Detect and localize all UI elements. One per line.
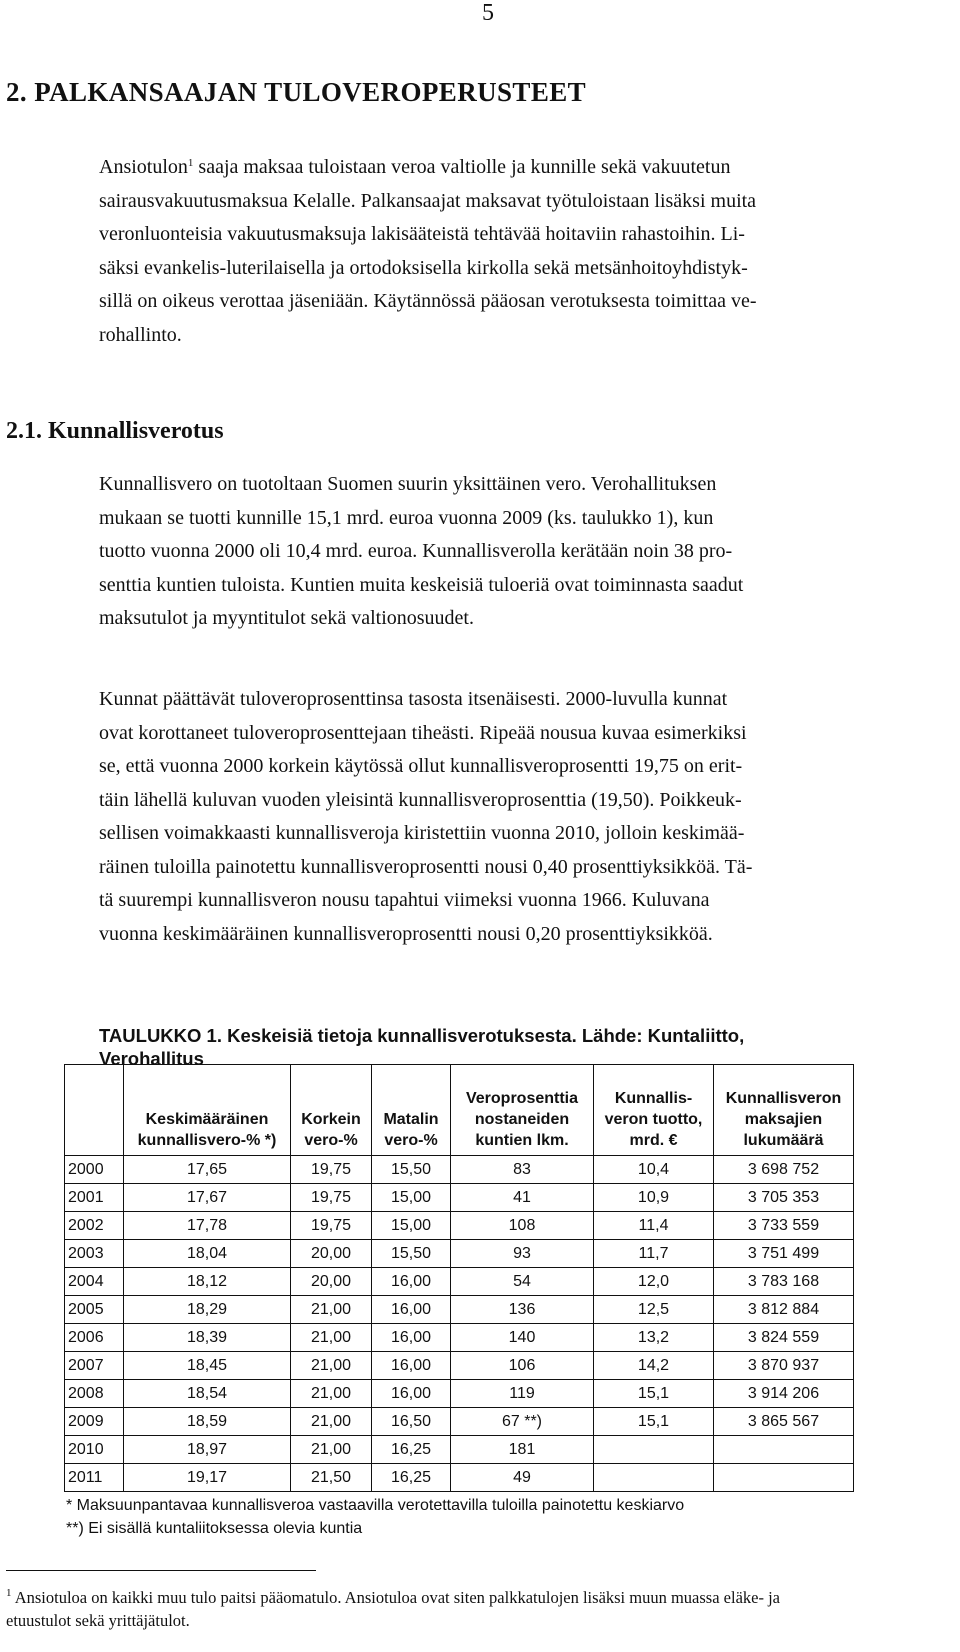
column-header-line: Kunnallis- bbox=[614, 1090, 693, 1107]
column-header-lowest-rate bbox=[372, 1065, 451, 1156]
cell-year: 2011 bbox=[65, 1464, 124, 1492]
paragraph-line: veronluonteisia vakuutusmaksuja lakisääteistä tehtävää hoitaviin rahastoihin. Li- bbox=[99, 223, 745, 245]
paragraph-line: senttia kuntien tuloista. Kuntien muita keskeisiä tuloeriä ovat toiminnasta saadut bbox=[99, 573, 744, 596]
table-header-row bbox=[65, 1065, 854, 1156]
cell-highest-rate: 19,75 bbox=[291, 1156, 372, 1184]
cell-tax-revenue: 15,1 bbox=[594, 1380, 714, 1408]
cell-tax-revenue: 11,7 bbox=[594, 1240, 714, 1268]
paragraph-line: Kunnat päättävät tuloveroprosenttinsa tasosta itsenäisesti. 2000-luvulla kunnat bbox=[99, 688, 728, 710]
chapter-heading: 2. PALKANSAAJAN TULOVEROPERUSTEET bbox=[6, 77, 587, 107]
cell-average-rate: 17,65 bbox=[124, 1156, 291, 1184]
cell-tax-revenue: 12,0 bbox=[594, 1268, 714, 1296]
cell-year: 2007 bbox=[65, 1352, 124, 1380]
cell-lowest-rate: 16,00 bbox=[372, 1324, 451, 1352]
cell-tax-revenue bbox=[594, 1436, 714, 1464]
cell-taxpayer-count: 3 865 567 bbox=[714, 1408, 854, 1436]
cell-average-rate: 18,59 bbox=[124, 1408, 291, 1436]
paragraph-line: säksi evankelis-luterilaisella ja ortodoksisella kirkolla sekä metsänhoitoyhdistyk- bbox=[99, 256, 748, 279]
cell-lowest-rate: 16,00 bbox=[372, 1352, 451, 1380]
cell-highest-rate: 21,50 bbox=[291, 1464, 372, 1492]
column-header-line: mrd. € bbox=[629, 1132, 678, 1149]
cell-year: 2006 bbox=[65, 1324, 124, 1352]
cell-average-rate: 18,12 bbox=[124, 1268, 291, 1296]
cell-taxpayer-count: 3 914 206 bbox=[714, 1380, 854, 1408]
cell-municipalities-raised: 49 bbox=[451, 1464, 594, 1492]
tax-rate-paragraph bbox=[99, 683, 914, 951]
cell-lowest-rate: 16,50 bbox=[372, 1408, 451, 1436]
column-header-line: nostaneiden bbox=[474, 1111, 570, 1128]
cell-highest-rate: 21,00 bbox=[291, 1436, 372, 1464]
footnote-line bbox=[6, 1586, 911, 1609]
column-header-line: Matalin bbox=[383, 1111, 439, 1128]
cell-average-rate: 17,78 bbox=[124, 1212, 291, 1240]
column-header-line: kunnallisvero-% *) bbox=[137, 1132, 277, 1149]
footnote-divider bbox=[6, 1570, 316, 1571]
cell-municipalities-raised: 41 bbox=[451, 1184, 594, 1212]
column-header-line: Keskimääräinen bbox=[145, 1111, 269, 1128]
column-header-line: Veroprosenttia bbox=[465, 1090, 579, 1107]
table-note-weighted-average: * Maksuunpantavaa kunnallisveroa vastaavilla verotettavilla tuloilla painotettu keskiarvo bbox=[66, 1497, 685, 1514]
intro-paragraph bbox=[99, 151, 914, 352]
paragraph-line: täin lähellä kuluvan vuoden yleisintä kunnallisveroprosenttia (19,50). Poikkeuk- bbox=[99, 788, 742, 811]
cell-average-rate: 18,54 bbox=[124, 1380, 291, 1408]
paragraph-line: vuonna keskimääräinen kunnallisveroprosentti nousi 0,20 prosenttiyksikköä. bbox=[99, 922, 713, 945]
cell-highest-rate: 20,00 bbox=[291, 1240, 372, 1268]
table-row bbox=[65, 1352, 854, 1380]
column-header-line: vero-% bbox=[304, 1132, 358, 1149]
cell-lowest-rate: 16,25 bbox=[372, 1464, 451, 1492]
cell-lowest-rate: 16,00 bbox=[372, 1380, 451, 1408]
municipal-tax-table bbox=[64, 1064, 854, 1492]
cell-tax-revenue: 13,2 bbox=[594, 1324, 714, 1352]
table-body bbox=[65, 1156, 854, 1492]
cell-average-rate: 18,04 bbox=[124, 1240, 291, 1268]
paragraph-line: sillä on oikeus verottaa jäseniään. Käytännössä pääosan verotuksesta toimittaa ve- bbox=[99, 290, 757, 312]
cell-highest-rate: 19,75 bbox=[291, 1184, 372, 1212]
cell-year: 2001 bbox=[65, 1184, 124, 1212]
cell-taxpayer-count bbox=[714, 1436, 854, 1464]
table-row bbox=[65, 1184, 854, 1212]
paragraph-line: tuotto vuonna 2000 oli 10,4 mrd. euroa. Kunnallisverolla kerätään noin 38 pro- bbox=[99, 540, 733, 562]
paragraph-line: mukaan se tuotti kunnille 15,1 mrd. euroa vuonna 2009 (ks. taulukko 1), kun bbox=[99, 506, 714, 529]
footnote-reference[interactable]: 1 bbox=[187, 157, 194, 169]
cell-taxpayer-count: 3 812 884 bbox=[714, 1296, 854, 1324]
column-header-highest-rate bbox=[291, 1065, 372, 1156]
cell-municipalities-raised: 93 bbox=[451, 1240, 594, 1268]
cell-taxpayer-count bbox=[714, 1464, 854, 1492]
cell-tax-revenue: 15,1 bbox=[594, 1408, 714, 1436]
cell-year: 2010 bbox=[65, 1436, 124, 1464]
cell-municipalities-raised: 106 bbox=[451, 1352, 594, 1380]
cell-tax-revenue: 14,2 bbox=[594, 1352, 714, 1380]
cell-taxpayer-count: 3 698 752 bbox=[714, 1156, 854, 1184]
cell-year: 2002 bbox=[65, 1212, 124, 1240]
column-header-municipalities-raised bbox=[451, 1065, 594, 1156]
cell-highest-rate: 19,75 bbox=[291, 1212, 372, 1240]
cell-taxpayer-count: 3 870 937 bbox=[714, 1352, 854, 1380]
footnote-text: Ansiotuloa on kaikki muu tulo paitsi pääomatulo. Ansiotuloa ovat siten palkkatulojen lisäksi muun muassa eläke- ja bbox=[11, 1588, 781, 1607]
cell-municipalities-raised: 140 bbox=[451, 1324, 594, 1352]
cell-lowest-rate: 16,00 bbox=[372, 1296, 451, 1324]
cell-tax-revenue: 12,5 bbox=[594, 1296, 714, 1324]
cell-average-rate: 18,39 bbox=[124, 1324, 291, 1352]
column-header-line: Kunnallisveron bbox=[725, 1090, 842, 1107]
table-row bbox=[65, 1436, 854, 1464]
paragraph-line: sellisen voimakkaasti kunnallisveroja kiristettiin vuonna 2010, jolloin keskimää- bbox=[99, 822, 745, 844]
table-row bbox=[65, 1324, 854, 1352]
cell-tax-revenue: 10,9 bbox=[594, 1184, 714, 1212]
cell-year: 2000 bbox=[65, 1156, 124, 1184]
cell-taxpayer-count: 3 733 559 bbox=[714, 1212, 854, 1240]
cell-year: 2004 bbox=[65, 1268, 124, 1296]
paragraph-line: rohallinto. bbox=[99, 323, 182, 346]
cell-lowest-rate: 15,00 bbox=[372, 1212, 451, 1240]
cell-municipalities-raised: 108 bbox=[451, 1212, 594, 1240]
footnote-line: etuustulot sekä yrittäjätulot. bbox=[6, 1611, 190, 1630]
municipal-tax-paragraph bbox=[99, 468, 914, 636]
table-row bbox=[65, 1156, 854, 1184]
cell-taxpayer-count: 3 751 499 bbox=[714, 1240, 854, 1268]
cell-highest-rate: 20,00 bbox=[291, 1268, 372, 1296]
cell-average-rate: 18,45 bbox=[124, 1352, 291, 1380]
cell-highest-rate: 21,00 bbox=[291, 1408, 372, 1436]
table-row bbox=[65, 1212, 854, 1240]
paragraph-text: Ansiotulon bbox=[99, 156, 188, 178]
table-row bbox=[65, 1464, 854, 1492]
cell-highest-rate: 21,00 bbox=[291, 1296, 372, 1324]
table-row bbox=[65, 1240, 854, 1268]
column-header-average-rate bbox=[124, 1065, 291, 1156]
column-header-line: vero-% bbox=[384, 1132, 438, 1149]
paragraph-line: maksutulot ja myyntitulot sekä valtionosuudet. bbox=[99, 607, 474, 629]
column-header-line: Korkein bbox=[301, 1111, 361, 1128]
column-header-line: kuntien lkm. bbox=[475, 1132, 569, 1149]
paragraph-text: saaja maksaa tuloistaan veroa valtiolle ja kunnille sekä vakuutetun bbox=[193, 156, 731, 178]
cell-year: 2003 bbox=[65, 1240, 124, 1268]
page-number: 5 bbox=[482, 0, 494, 26]
column-header-tax-revenue bbox=[594, 1065, 714, 1156]
cell-year: 2008 bbox=[65, 1380, 124, 1408]
cell-municipalities-raised: 67 **) bbox=[451, 1408, 594, 1436]
table-row bbox=[65, 1268, 854, 1296]
column-header-line: veron tuotto, bbox=[604, 1111, 703, 1128]
cell-municipalities-raised: 83 bbox=[451, 1156, 594, 1184]
cell-taxpayer-count: 3 705 353 bbox=[714, 1184, 854, 1212]
cell-lowest-rate: 16,00 bbox=[372, 1268, 451, 1296]
cell-year: 2009 bbox=[65, 1408, 124, 1436]
cell-lowest-rate: 15,00 bbox=[372, 1184, 451, 1212]
paragraph-line: Kunnallisvero on tuotoltaan Suomen suurin yksittäinen vero. Verohallituksen bbox=[99, 473, 717, 495]
column-header-taxpayer-count bbox=[714, 1065, 854, 1156]
cell-lowest-rate: 15,50 bbox=[372, 1156, 451, 1184]
cell-municipalities-raised: 54 bbox=[451, 1268, 594, 1296]
cell-tax-revenue: 11,4 bbox=[594, 1212, 714, 1240]
table-row bbox=[65, 1380, 854, 1408]
table-row bbox=[65, 1408, 854, 1436]
footnote bbox=[6, 1586, 911, 1632]
section-heading: 2.1. Kunnallisverotus bbox=[6, 418, 224, 444]
column-header-line: maksajien bbox=[744, 1111, 823, 1128]
cell-taxpayer-count: 3 824 559 bbox=[714, 1324, 854, 1352]
paragraph-line: sairausvakuutusmaksua Kelalle. Palkansaajat maksavat työtuloistaan lisäksi muita bbox=[99, 189, 757, 212]
column-header-year bbox=[65, 1065, 124, 1156]
cell-average-rate: 17,67 bbox=[124, 1184, 291, 1212]
table-caption-line: TAULUKKO 1. Keskeisiä tietoja kunnallisverotuksesta. Lähde: Kuntaliitto, bbox=[99, 1025, 745, 1046]
paragraph-line: tä suurempi kunnallisveron nousu tapahtui viimeksi vuonna 1966. Kuluvana bbox=[99, 889, 710, 911]
cell-average-rate: 18,29 bbox=[124, 1296, 291, 1324]
cell-lowest-rate: 16,25 bbox=[372, 1436, 451, 1464]
table-note-mergers: **) Ei sisällä kuntaliitoksessa olevia kuntia bbox=[66, 1520, 363, 1537]
cell-municipalities-raised: 181 bbox=[451, 1436, 594, 1464]
cell-tax-revenue bbox=[594, 1464, 714, 1492]
table-caption-line: Verohallitus bbox=[99, 1048, 204, 1069]
cell-municipalities-raised: 119 bbox=[451, 1380, 594, 1408]
cell-average-rate: 18,97 bbox=[124, 1436, 291, 1464]
cell-tax-revenue: 10,4 bbox=[594, 1156, 714, 1184]
cell-year: 2005 bbox=[65, 1296, 124, 1324]
cell-taxpayer-count: 3 783 168 bbox=[714, 1268, 854, 1296]
paragraph-line: se, että vuonna 2000 korkein käytössä ollut kunnallisveroprosentti 19,75 on erit- bbox=[99, 755, 743, 777]
cell-highest-rate: 21,00 bbox=[291, 1380, 372, 1408]
column-header-line: lukumäärä bbox=[743, 1132, 824, 1149]
footnote-marker: 1 bbox=[6, 1587, 12, 1599]
cell-lowest-rate: 15,50 bbox=[372, 1240, 451, 1268]
table-row bbox=[65, 1296, 854, 1324]
cell-municipalities-raised: 136 bbox=[451, 1296, 594, 1324]
cell-average-rate: 19,17 bbox=[124, 1464, 291, 1492]
cell-highest-rate: 21,00 bbox=[291, 1324, 372, 1352]
paragraph-line: räinen tuloilla painotettu kunnallisveroprosentti nousi 0,40 prosenttiyksikköä. Tä- bbox=[99, 855, 753, 878]
paragraph-line bbox=[99, 151, 914, 185]
paragraph-line: ovat korottaneet tuloveroprosenttejaan tiheästi. Ripeää nousua kuvaa esimerkiksi bbox=[99, 721, 747, 744]
cell-highest-rate: 21,00 bbox=[291, 1352, 372, 1380]
